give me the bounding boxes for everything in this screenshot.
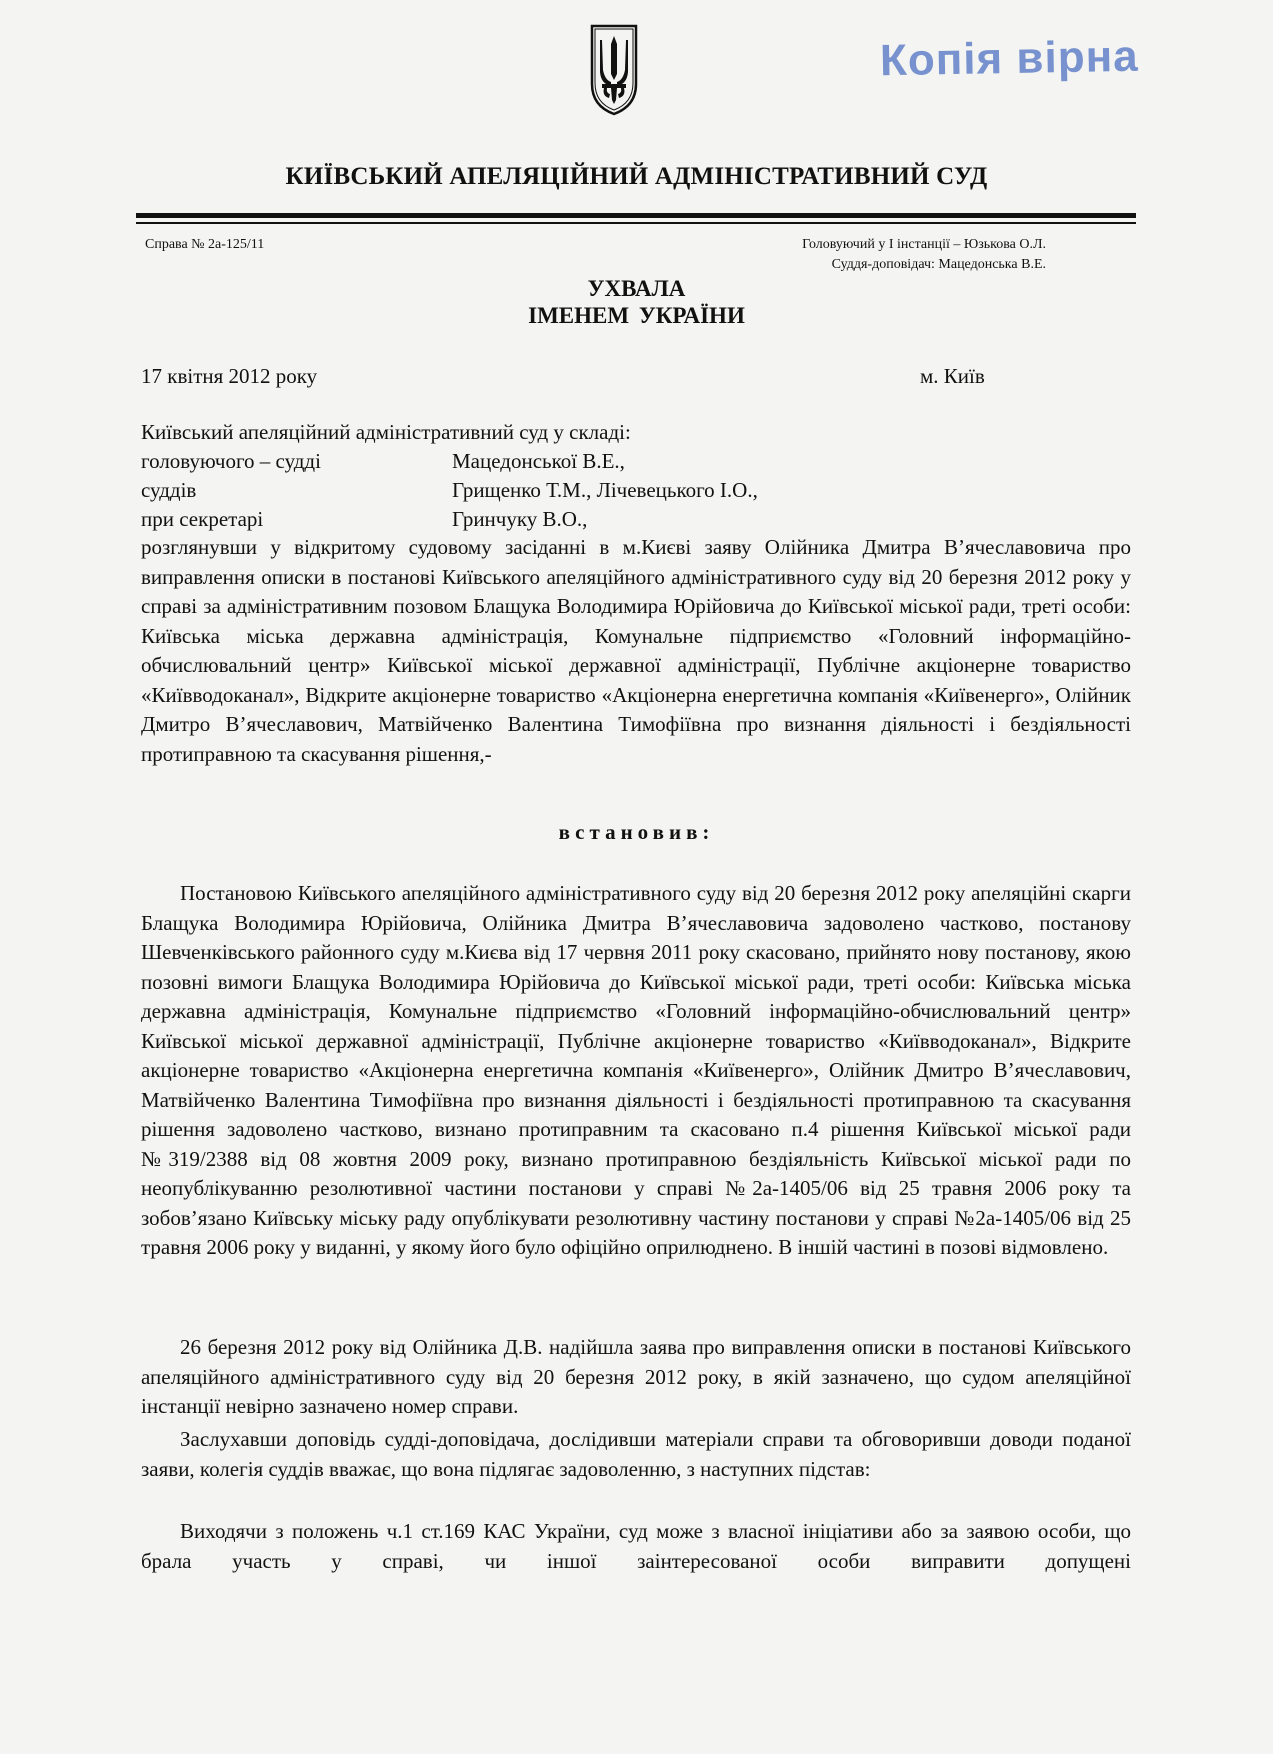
decision-date: 17 квітня 2012 року: [141, 364, 318, 388]
judges-label: суддів: [141, 478, 197, 502]
case-number: Справа № 2а-125/11: [145, 237, 265, 252]
header-divider-thin: [136, 222, 1136, 224]
judge-rapporteur: Суддя-доповідач: Мацедонська В.Е.: [831, 257, 1046, 272]
header-divider-thick: [136, 213, 1136, 218]
paragraph-hearing: Заслухавши доповідь судді-доповідача, дослідивши матеріали справи та обговоривши доводи поданої заяви, колегія суддів вважає, що вона підлягає задоволенню, з наступних підстав:: [141, 1427, 1131, 1481]
ukraine-trident-emblem-icon: [589, 22, 639, 116]
certified-copy-stamp: Копія вірна: [879, 31, 1140, 86]
established-heading: встановив:: [558, 820, 715, 844]
panel-intro: Київський апеляційний адміністративний суд у складі:: [141, 420, 631, 444]
paragraph-resolution: Постановою Київського апеляційного адміністративного суду від 20 березня 2012 року апеляційні скарги Блащука Володимира Юрійовича, Олійника Дмитра В’ячеславовича задоволено частково, постанову Шевченківського районного суду м.Києва від 17 червня 2011 року скасовано, прийнято нову постанову, якою позовні вимоги Блащука Володимира Юрійовича до Київської міської ради, треті особи: Київська міська державна адміністрація, Комунальне підприємство «Головний інформаційно-обчислювальний центр» Київської міської державної адміністрації, Публічне акціонерне товариство «Київводоканал», Відкрите акціонерне товариство «Акціонерна енергетична компанія «Київенерго», Олійник Дмитро В’ячеславович, Матвійченко Валентина Тимофіївна про визнання діяльності і бездіяльності протиправною та скасування рішення задоволено частково, визнано протиправним та скасовано п.4 рішення Київської міської ради №319/2388 від 08 жовтня 2009 року, визнано протиправною бездіяльність Київської міської ради по неопублікуванню резолютивної частини постанови у справі №2а-1405/06 від 25 травня 2006 року та зобов’язано Київську міську раду опублікувати резолютивну частину постанови у справі №2а-1405/06 від 25 травня 2006 року у виданні, у якому його було офіційно оприлюднено. В іншій частині в позові відмовлено.: [141, 881, 1131, 1259]
first-instance-presiding: Головуючий у І інстанції – Юзькова О.Л.: [802, 237, 1046, 252]
presiding-label: головуючого – судді: [141, 449, 321, 473]
court-name: КИЇВСЬКИЙ АПЕЛЯЦІЙНИЙ АДМІНІСТРАТИВНИЙ СУД: [285, 163, 988, 190]
secretary-label: при секретарі: [141, 507, 264, 531]
paragraph-application: 26 березня 2012 року від Олійника Д.В. надійшла заява про виправлення описки в постанові Київського апеляційного адміністративного суду від 20 березня 2012 року, в якій зазначено, що судом апеляційної інстанції невірно зазначено номер справи.: [141, 1335, 1131, 1418]
document-type: УХВАЛА: [587, 276, 686, 301]
decision-city: м. Київ: [920, 364, 985, 388]
judges-value: Грищенко Т.М., Лічевецького І.О.,: [452, 478, 758, 502]
considered-paragraph: розглянувши у відкритому судовому засіданні в м.Києві заяву Олійника Дмитра В’ячеславовича про виправлення описки в постанові Київського апеляційного адміністративного суду від 20 березня 2012 року у справі за адміністративним позовом Блащука Володимира Юрійовича до Київської міської ради, треті особи: Київська міська державна адміністрація, Комунальне підприємство «Головний інформаційно-обчислювальний центр» Київської міської державної адміністрації, Публічне акціонерне товариство «Київводоканал», Відкрите акціонерне товариство «Акціонерна енергетична компанія «Київенерго», Олійник Дмитро В’ячеславович, Матвійченко Валентина Тимофіївна про визнання діяльності і бездіяльності протиправною та скасування рішення,-: [141, 535, 1131, 766]
document-subtitle: ІМЕНЕМ УКРАЇНИ: [528, 303, 745, 328]
secretary-value: Гринчуку В.О.,: [452, 507, 588, 531]
paragraph-legal-basis: Виходячи з положень ч.1 ст.169 КАС України, суд може з власної ініціативи або за заявою особи, що брала участь у справі, чи іншої заінтересованої особи виправити допущені: [141, 1519, 1131, 1573]
presiding-value: Мацедонської В.Е.,: [452, 449, 625, 473]
